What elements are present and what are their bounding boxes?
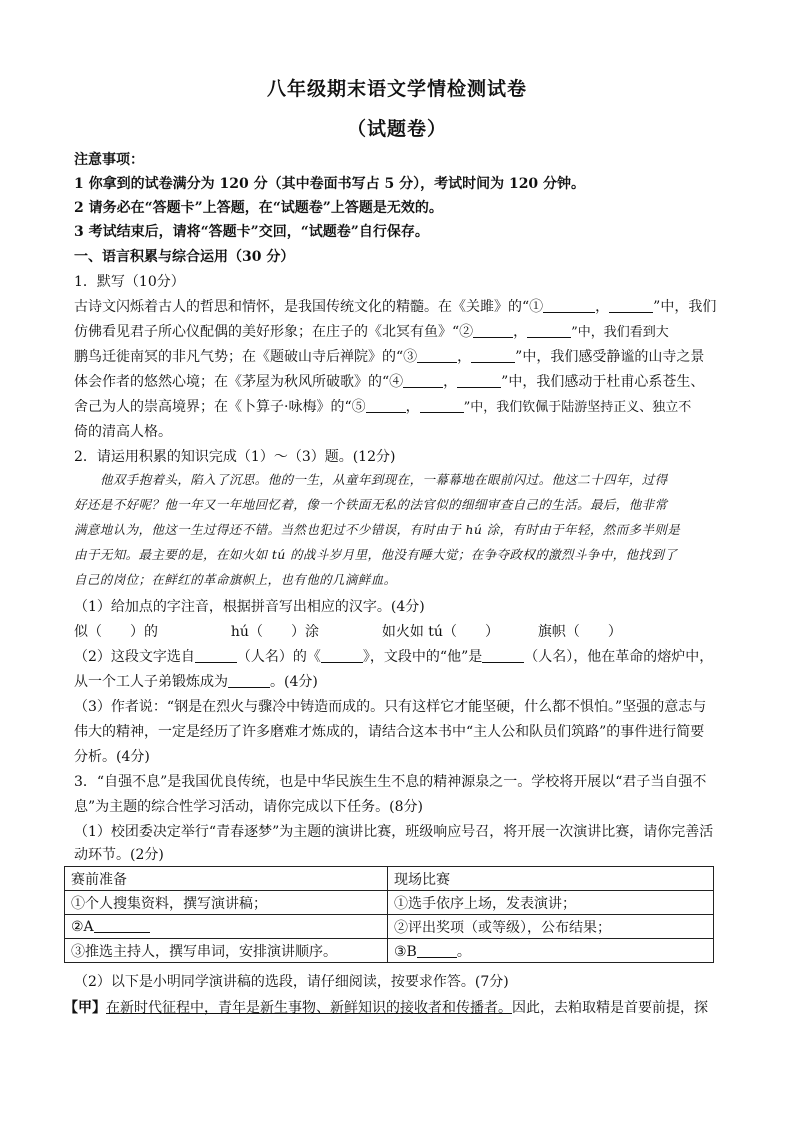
table-cell: ③推选主持人，撰写串词，安排演讲顺序。: [65, 939, 388, 963]
answer-blank[interactable]: [473, 323, 513, 338]
answer-blank[interactable]: [609, 298, 653, 313]
passage-line-4: 由于无知。最主要的是，在如火如 tú 的战斗岁月里，他没有睡大觉；在争夺政权的激烈斗争中，他找到了: [74, 547, 678, 562]
table-row: [65, 891, 714, 915]
answer-blank[interactable]: [482, 648, 524, 663]
table-cell: ①选手依序上场，发表演讲；: [388, 891, 714, 915]
passage-line-2: 好还是不好呢？他一年又一年地回忆着，像一个铁面无私的法官似的细细审查自己的生活。最后，他非常: [74, 497, 668, 512]
note-item-3: 3 考试结束后，请将“答题卡”交回，“试题卷”自行保存。: [74, 224, 429, 240]
q2-sub2-line-1: （2）这段文字选自 （人名）的《 》，文段中的“他”是 （人名），他在革命的熔炉中，: [74, 649, 714, 665]
pinyin-item[interactable]: 旗帜（ ）: [537, 624, 622, 640]
q2-sub3-line-3: 分析。(4分): [74, 749, 150, 765]
q2-sub1: （1）给加点的字注音，根据拼音写出相应的汉字。(4分): [74, 599, 425, 615]
answer-blank[interactable]: [471, 348, 515, 363]
q2-sub2-line-2: 从一个工人子弟锻炼成为 。(4分): [74, 674, 318, 690]
q3-intro-line-2: 息”为主题的综合性学习活动，请你完成以下任务。(8分): [74, 799, 423, 815]
pinyin-item[interactable]: hú（ ）涂: [230, 624, 319, 640]
answer-blank[interactable]: [420, 398, 464, 413]
page-title: 八年级期末语文学情检测试卷: [266, 78, 527, 100]
q3-sub1-line-2: 动环节。(2分): [74, 847, 164, 863]
pinyin-item[interactable]: 似（ ）的: [74, 624, 158, 640]
page-subtitle: （试题卷）: [346, 118, 447, 140]
passage-line-1: 他双手抱着头，陷入了沉思。他的一生，从童年到现在，一幕幕地在眼前闪过。他这二十四年，过得: [100, 472, 668, 487]
q1-line-5: 舍己为人的崇高境界；在《卜算子·咏梅》的“⑤ ， ”中，我们钦佩于陆游坚持正义、独立不: [74, 399, 692, 415]
question-2-label: 2．请运用积累的知识完成（1）～（3）题。(12分): [74, 449, 396, 465]
question-1-label: 1．默写（10分）: [74, 274, 185, 290]
answer-blank[interactable]: [366, 398, 406, 413]
activity-table: [64, 866, 714, 963]
table-row: [65, 939, 714, 963]
q1-line-3: 鹏鸟迁徙南冥的非凡气势；在《题破山寺后禅院》的“③ ， ”中，我们感受静谧的山寺之景: [74, 349, 705, 365]
jia-underlined-sentence: 在新时代征程中，青年是新生事物、新鲜知识的接收者和传播者。: [106, 1000, 512, 1016]
table-cell: ③B 。: [388, 939, 714, 963]
table-header: 赛前准备: [65, 867, 388, 891]
note-item-2: 2 请务必在“答题卡”上答题，在“试题卷”上答题是无效的。: [74, 200, 443, 216]
jia-label: 【甲】: [64, 1000, 106, 1016]
table-cell: ①个人搜集资料，撰写演讲稿；: [65, 891, 388, 915]
q3-intro-line-1: 3．“自强不息”是我国优良传统，也是中华民族生生不息的精神源泉之一。学校将开展以“君子当自强不: [74, 774, 707, 790]
answer-blank-a[interactable]: [94, 918, 150, 933]
section-heading: 一、语言积累与综合运用（30 分）: [74, 249, 295, 265]
q1-line-4: 体会作者的悠然心境；在《茅屋为秋风所破歌》的“④ ， ”中，我们感动于杜甫心系苍生、: [74, 374, 705, 390]
table-cell: ②A: [65, 915, 388, 939]
q1-line-1: 古诗文闪烁着古人的哲思和情怀，是我国传统文化的精髓。在《关雎》的“① ， ”中，我们: [74, 299, 717, 315]
answer-blank[interactable]: [228, 673, 270, 688]
q2-sub3-line-1: （3）作者说：“钢是在烈火与骤冷中铸造而成的。只有这样它才能坚硬，什么都不惧怕。”坚强的意志与: [74, 699, 707, 715]
jia-passage-line: 【甲】在新时代征程中，青年是新生事物、新鲜知识的接收者和传播者。因此，去粕取精是首要前提，探: [64, 1000, 708, 1016]
passage-line-5: 自己的岗位；在鲜红的革命旗帜上，也有他的几滴鲜血。: [74, 572, 397, 587]
answer-blank[interactable]: [417, 348, 457, 363]
note-item-1: 1 你拿到的试卷满分为 120 分（其中卷面书写占 5 分），考试时间为 120 分钟。: [74, 176, 586, 192]
q3-sub2: （2）以下是小明同学演讲稿的选段，请仔细阅读，按要求作答。(7分): [74, 974, 509, 990]
q2-sub3-line-2: 伟大的精神，一定是经历了许多磨难才炼成的，请结合这本书中“主人公和队员们筑路”的事件进行简要: [74, 724, 705, 740]
table-row: [65, 915, 714, 939]
answer-blank[interactable]: [195, 648, 237, 663]
table-header-row: [65, 867, 714, 891]
answer-blank[interactable]: [527, 323, 571, 338]
answer-blank[interactable]: [321, 648, 363, 663]
table-header: 现场比赛: [388, 867, 714, 891]
answer-blank-b[interactable]: [417, 943, 457, 958]
q1-line-2: 仿佛看见君子所心仪配偶的美好形象；在庄子的《北冥有鱼》“② ， ”中，我们看到大: [74, 324, 669, 340]
answer-blank[interactable]: [543, 298, 595, 313]
passage-line-3: 满意地认为，他这一生过得还不错。当然也犯过不少错误，有时由于 hú 涂，有时由于年轻，然而多半则是: [74, 522, 681, 537]
pinyin-item[interactable]: 如火如 tú（ ）: [381, 624, 499, 640]
notes-heading: 注意事项：: [74, 152, 144, 168]
q2-sub1-items: [74, 622, 724, 642]
table-cell: ②评出奖项（或等级），公布结果；: [388, 915, 714, 939]
q3-sub1-line-1: （1）校团委决定举行“青春逐梦”为主题的演讲比赛，班级响应号召，将开展一次演讲比赛，请你完善活: [74, 824, 714, 840]
q1-line-6: 倚的清高人格。: [74, 424, 172, 440]
answer-blank[interactable]: [403, 373, 443, 388]
answer-blank[interactable]: [457, 373, 501, 388]
